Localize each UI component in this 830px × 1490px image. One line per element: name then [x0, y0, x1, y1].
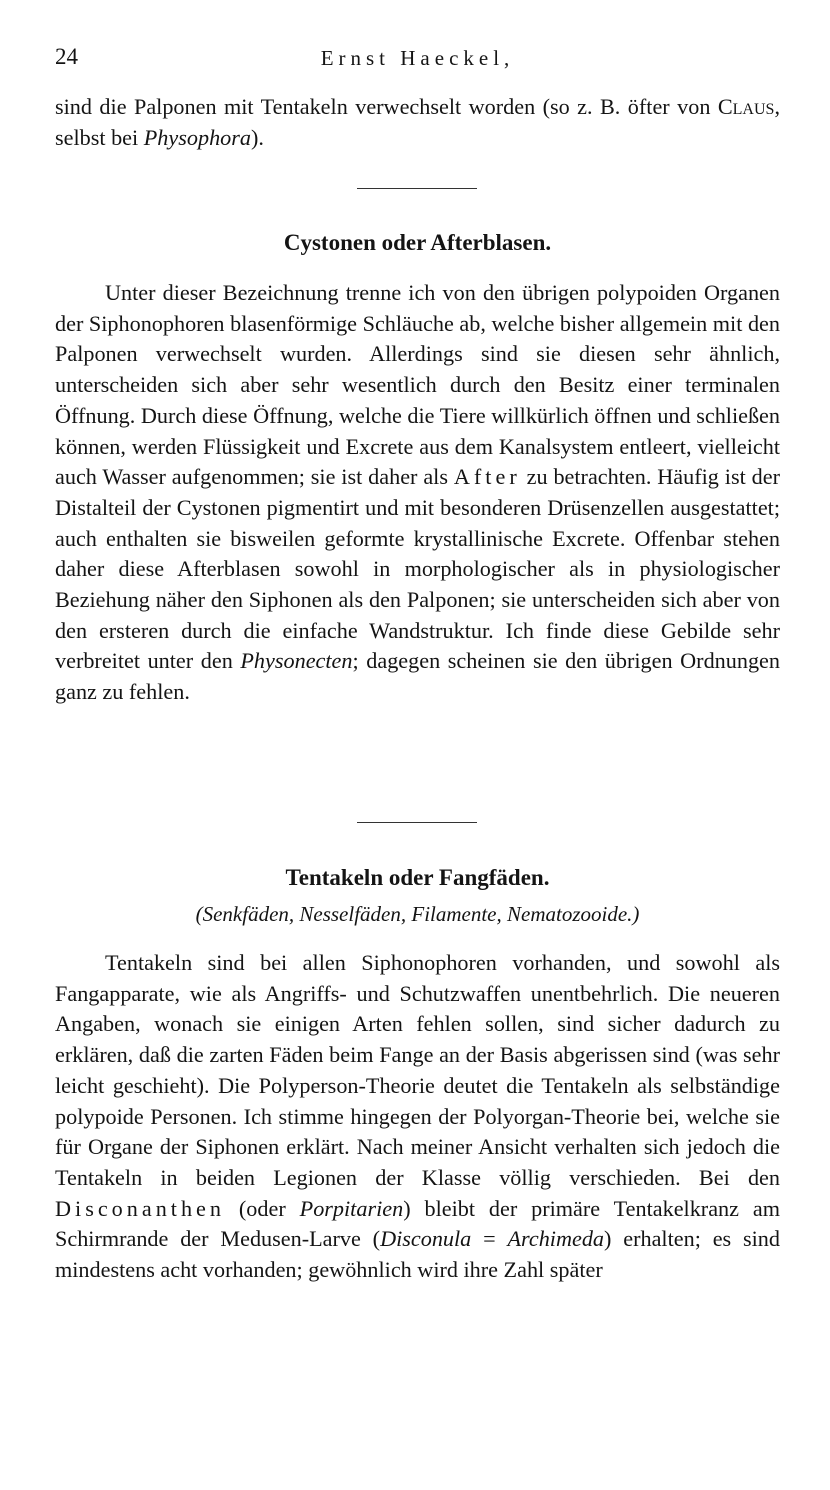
tentakeln-text-3: ) bleibt der primäre Tentakelkranz am Schirmrande der Medusen-Larve (: [55, 1195, 780, 1252]
section-divider-1: [357, 188, 477, 189]
tentakeln-text-2: (oder: [225, 1195, 300, 1221]
section-heading-cystonen: Cystonen oder Afterblasen.: [283, 230, 552, 255]
section-subheading-tentakeln: (Senkfäden, Nesselfäden, Filamente, Nematozooide.): [195, 902, 640, 926]
cystonen-text-3: ; dagegen scheinen sie den übrigen Ordnungen ganz zu fehlen.: [55, 648, 780, 705]
page-header: [55, 44, 780, 74]
equals-sign: =: [471, 1226, 508, 1252]
emphasis-after: After: [453, 464, 521, 490]
taxon-physonecten: Physonecten: [240, 648, 353, 674]
section-heading-tentakeln: Tentakeln oder Fangfäden.: [285, 865, 550, 890]
intro-text-2: , selbst bei: [55, 94, 780, 150]
intro-text-1: sind die Palponen mit Tentakeln verwechselt worden (so z. B. öfter von: [55, 94, 718, 119]
page-number: 24: [55, 44, 78, 69]
author-claus: Claus: [717, 94, 775, 119]
taxon-archimeda: Archimeda: [507, 1226, 605, 1252]
tentakeln-text-1: Tentakeln sind bei allen Siphonophoren vorhanden, und sowohl als Fangapparate, wie als Angriffs- und Schutzwaffen unentbehrlich. Die neueren Angaben, wonach sie einigen Arten fehlen sollen, sind sicher dadurch zu erklären, daß die zarten Fäden beim Fange an der Basis abgerissen sind (was sehr leicht geschieht). Die Polyperson-Theorie deutet die Tentakeln als selbständige polypoide Personen. Ich stimme hingegen der Polyorgan-Theorie bei, welche sie für Organe der Siphonen erklärt. Nach meiner Ansicht verhalten sich jedoch die Tentakeln in beiden Legionen der Klasse völlig verschieden. Bei den: [55, 950, 780, 1190]
tentakeln-text-4: ) erhalten; es sind mindestens acht vorhanden; gewöhnlich wird ihre Zahl später: [55, 1226, 780, 1283]
cystonen-text-2: zu betrachten. Häufig ist der Distalteil der Cystonen pigmentirt und mit besonderen Drüsenzellen ausgestattet; auch enthalten sie bisweilen geformte krystallinische Excrete. Offenbar stehen daher diese Afterblasen sowohl in morphologischer als in physiologischer Beziehung näher den Siphonen als den Palponen; sie unterscheiden sich aber von den ersteren durch die einfache Wandstruktur. Ich finde diese Gebilde sehr verbreitet unter den: [55, 464, 780, 674]
taxon-physophora: Physophora: [143, 124, 251, 150]
cystonen-paragraph: [55, 278, 780, 708]
intro-text-3: ).: [250, 124, 264, 150]
taxon-disconula: Disconula: [380, 1226, 472, 1252]
tentakeln-paragraph: [55, 948, 780, 1286]
taxon-porpitarien: Porpitarien: [299, 1195, 404, 1221]
intro-paragraph: [55, 92, 780, 153]
section-divider-2: [357, 822, 477, 823]
emphasis-disconanthen: Disconanthen: [55, 1195, 225, 1221]
cystonen-text-1: Unter dieser Bezeichnung trenne ich von den übrigen polypoiden Organen der Siphonophoren blasenförmige Schläuche ab, welche bisher allgemein mit den Palponen verwechselt wurden. Allerdings sind sie diesen sehr ähnlich, unterscheiden sich aber sehr wesentlich durch den Besitz einer terminalen Öffnung. Durch diese Öffnung, welche die Tiere willkürlich öffnen und schließen können, werden Flüssigkeit und Excrete aus dem Kanalsystem entleert, vielleicht auch Wasser aufgenommen; sie ist daher als: [55, 280, 780, 490]
running-head: Ernst Haeckel,: [320, 46, 515, 70]
